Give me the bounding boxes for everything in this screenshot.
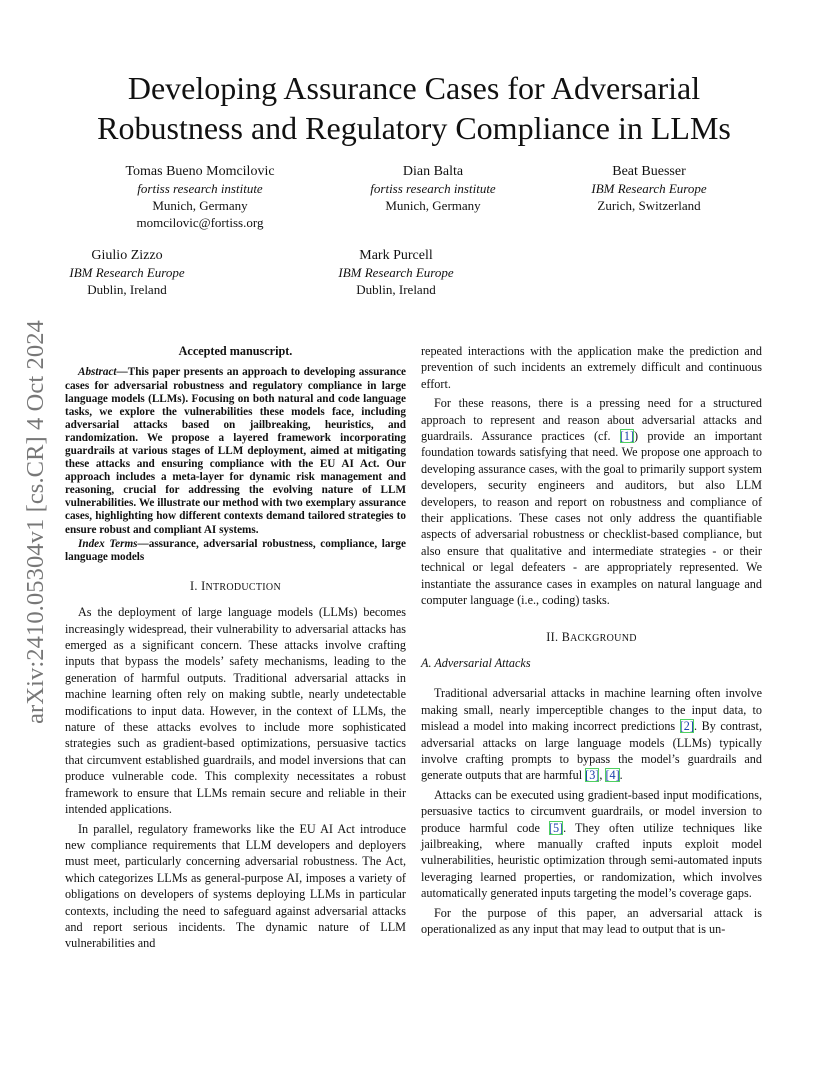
- section-heading-introduction: I. INTRODUCTION: [190, 578, 281, 593]
- accepted-note: Accepted manuscript.: [178, 344, 293, 358]
- author-location: Dublin, Ireland: [356, 282, 436, 297]
- author-affiliation: IBM Research Europe: [591, 181, 707, 196]
- author-name: Beat Buesser: [612, 164, 686, 179]
- abstract: [65, 366, 406, 536]
- paragraph: Attacks can be executed using gradient-based input modifications, persuasive tactics to circumvent guardrails, or model inversion to produce harmful code [5]. They often utilize techniques like jailbreaking, where manually crafted inputs exploit model vulnerabilities, heuristic optimization through semi-automated inputs leveraging learned properties, or randomization, which involves automatically generated inputs targeting the model’s coverage gaps.: [421, 787, 762, 901]
- citation-link[interactable]: [3]: [585, 768, 600, 783]
- author-name: Mark Purcell: [359, 248, 433, 263]
- author-affiliation: IBM Research Europe: [338, 265, 454, 280]
- index-terms-text: —assurance, adversarial robustness, compliance, large language models: [65, 537, 406, 563]
- subsection-heading: A. Adversarial Attacks: [421, 655, 531, 670]
- right-column: [421, 343, 762, 937]
- paper-title: Developing Assurance Cases for Adversarial Robustness and Regulatory Compliance in LLMs: [97, 70, 731, 146]
- paragraph: In parallel, regulatory frameworks like the EU AI Act introduce new compliance requirements that LLM developers and deployers must meet, particularly concerning adversarial robustness. The Act, which categorizes LLMs as general-purpose AI, imposes a variety of obligations on developers of systems deploying LLMs in particular contexts, including the need to safeguard against adversarial attacks and report serious incidents. The dynamic nature of LLM vulnerabilities and: [65, 821, 406, 951]
- abstract-text: —This paper presents an approach to developing assurance cases for adversarial robustness and regulatory compliance in large language models (LLMs). Focusing on both natural and code language tasks, we explore the vulnerabilities these models face, including adversarial attacks based on jailbreaking, heuristics, and randomization. We propose a layered framework incorporating guardrails at various stages of LLM deployment, aimed at mitigating these attacks and ensuring compliance with the EU AI Act. Our approach includes a meta-layer for dynamic risk management and reasoning, crucial for addressing the evolving nature of LLM vulnerabilities. We illustrate our method with two exemplary assurance cases, highlighting how different contexts demand tailored strategies to ensure robust and compliant AI systems.: [65, 366, 406, 536]
- index-terms-label: Index Terms: [78, 537, 138, 550]
- author-affiliation: fortiss research institute: [370, 181, 496, 196]
- left-column: [65, 343, 406, 952]
- citation-link[interactable]: [1]: [619, 429, 635, 444]
- author-affiliation: fortiss research institute: [137, 181, 263, 196]
- paragraph-continued: repeated interactions with the application make the prediction and prevention of such incidents an extremely difficult and continuous effort.: [421, 344, 762, 391]
- paragraph: Traditional adversarial attacks in machine learning often involve making small, nearly imperceptible changes to the input data, to mislead a model into making incorrect predictions [2]. By contrast, adversarial attacks on large language models (LLMs) typically involve crafting prompts to bypass the model’s guardrails and generate outputs that are harmful [3], [4].: [421, 686, 762, 783]
- arxiv-identifier: [22, 292, 50, 752]
- author-block: [276, 247, 516, 298]
- index-terms: [65, 538, 406, 564]
- author-name: Dian Balta: [402, 164, 464, 179]
- author-block: [529, 163, 769, 214]
- citation-link[interactable]: [5]: [548, 820, 564, 835]
- author-location: Munich, Germany: [152, 198, 248, 213]
- paragraph: As the deployment of large language models (LLMs) becomes increasingly widespread, their vulnerability to adversarial attacks has emerged as a significant concern. These attacks involve crafting inputs that bypass the models’ safety mechanisms, leading to the generation of harmful outputs. Traditional adversarial attacks in machine learning often rely on making subtle, nearly undetectable modifications to input data. However, in the context of LLMs, the nature of these attacks evolves to include more sophisticated strategies such as gradient-based optimizations, persuasive tactics that circumvent established guardrails, and model inversions that can produce vulnerable code. This complexity necessitates a robust framework to ensure that LLMs remain secure and reliable in their intended applications.: [65, 605, 406, 817]
- paragraph: For these reasons, there is a pressing need for a structured approach to represent and reason about adversarial attacks and guardrails. Assurance practices (cf. [1]) provide an important foundation towards satisfying that need. We propose one approach to developing assurance cases, with the goal to primarily support system developers, security engineers and auditors, but also LLM developers, to reason and report on robustness and compliance of their applications. These cases not only address the quantifiable aspects of adversarial robustness or checklist-based compliance, but also ensure that qualitative and intermediate strategies - or their technical or legal defeaters - are appropriately represented. We instantiate the assurance cases in examples on natural language and computer language (i.e., coding) tasks.: [421, 396, 762, 608]
- author-block: [80, 163, 320, 231]
- author-block: [313, 163, 553, 214]
- author-location: Munich, Germany: [385, 198, 481, 213]
- author-block: [7, 247, 247, 298]
- author-location: Zurich, Switzerland: [597, 198, 701, 213]
- author-location: Dublin, Ireland: [87, 282, 167, 297]
- abstract-label: Abstract: [78, 366, 117, 379]
- author-affiliation: IBM Research Europe: [69, 265, 185, 280]
- author-name: Tomas Bueno Momcilovic: [125, 164, 275, 179]
- author-name: Giulio Zizzo: [91, 248, 163, 263]
- paragraph: For the purpose of this paper, an adversarial attack is operationalized as any input that may lead to output that is un-: [421, 905, 762, 936]
- arxiv-identifier-text: arXiv:2410.05304v1 [cs.CR] 4 Oct 2024: [22, 320, 49, 724]
- citation-link[interactable]: [2]: [679, 719, 694, 734]
- author-email: momcilovic@fortiss.org: [136, 215, 264, 230]
- citation-link[interactable]: [4]: [605, 768, 620, 783]
- section-heading-background: II. BACKGROUND: [546, 629, 637, 644]
